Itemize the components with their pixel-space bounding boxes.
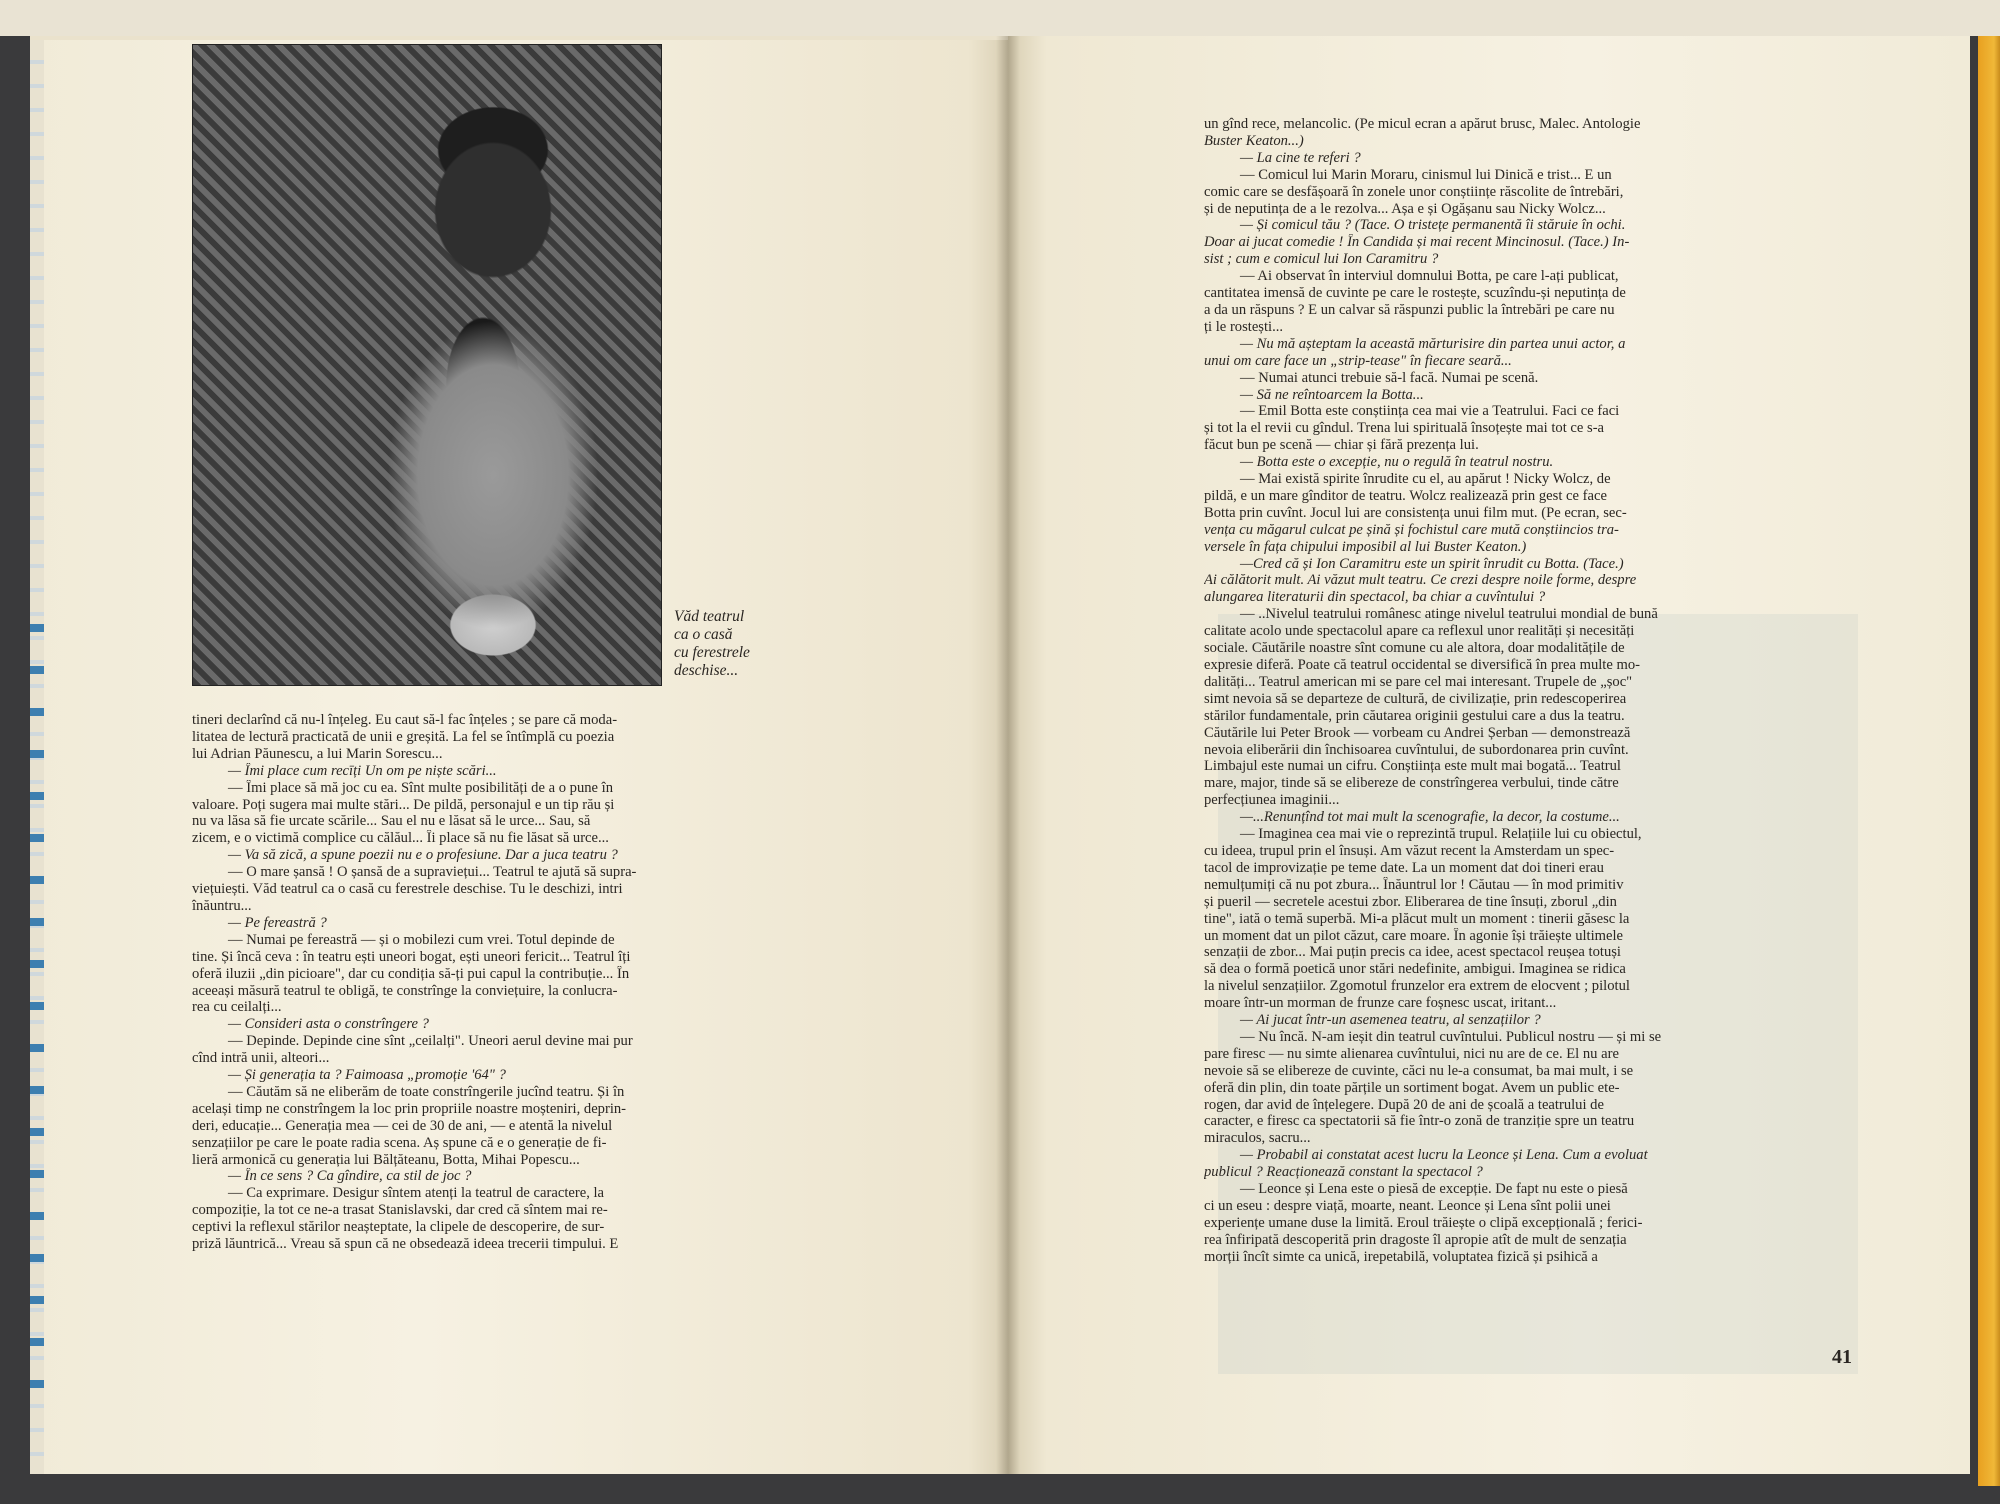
text-line: — Și generația ta ? Faimoasa „promoție '64" ?: [228, 1067, 506, 1084]
text-line: sist ; cum e comicul lui Ion Caramitru ?: [1204, 251, 1439, 268]
text-line: — Probabil ai constatat acest lucru la Leonce și Lena. Cum a evoluat: [1240, 1147, 1648, 1164]
caption-line: cu ferestrele: [674, 644, 750, 661]
text-line: comic care se desfășoară în zonele unor conștiințe răscolite de întrebări,: [1204, 183, 1624, 200]
text-line: tine. Și încă ceva : în teatru ești uneori bogat, ești uneori fericit... Teatrul îți: [192, 948, 631, 965]
text-line: Doar ai jucat comedie ! În Candida și mai recent Mincinosul. (Tace.) In-: [1204, 234, 1630, 251]
text-line: — Numai atunci trebuie să-l facă. Numai pe scenă.: [1240, 369, 1539, 386]
text-line: — În ce sens ? Ca gîndire, ca stil de joc ?: [228, 1168, 472, 1185]
text-line: aceeași măsură teatrul te obligă, te constrînge la conviețuire, la conlucra-: [192, 982, 618, 999]
text-line: deri, educație... Generația mea — cei de 30 de ani, — e atentă la nivelul: [192, 1117, 613, 1134]
text-line: viețuiești. Văd teatrul ca o casă cu ferestrele deschise. Tu le deschizi, intri: [192, 881, 623, 898]
text-line: —...Renunțînd tot mai mult la scenografie, la decor, la costume...: [1240, 809, 1620, 826]
text-line: — Va să zică, a spune poezii nu e o profesiune. Dar a juca teatru ?: [228, 847, 618, 864]
text-line: ți le rostești...: [1204, 318, 1284, 335]
text-line: sociale. Căutările noastre sînt comune cu ale altora, doar modalitățile de: [1204, 640, 1625, 657]
text-line: lui Adrian Păunescu, a lui Marin Sorescu...: [192, 745, 443, 762]
text-line: — Emil Botta este conștiința cea mai vie a Teatrului. Faci ce faci: [1240, 403, 1620, 420]
text-line: caracter, e firesc ca spectatorii să fie într-o zonă de tranziție spre un teatru: [1204, 1113, 1635, 1130]
text-line: experiențe umane duse la limită. Eroul trăiește o clipă excepțională ; ferici-: [1204, 1214, 1643, 1231]
text-line: oferă iluzii „din picioare", dar cu condiția să-ți pui capul la contribuție... În: [192, 965, 630, 982]
text-line: — Să ne reîntoarcem la Botta...: [1240, 386, 1424, 403]
text-line: ci un eseu : despre viață, moarte, neant. Leonce și Lena sînt polii unei: [1204, 1198, 1611, 1214]
text-line: — Imaginea cea mai vie o reprezintă trupul. Relațiile lui cu obiectul,: [1240, 826, 1642, 843]
text-line: —Cred că și Ion Caramitru este un spirit înrudit cu Botta. (Tace.): [1240, 555, 1624, 572]
text-line: publicul ? Reacționează constant la spectacol ?: [1204, 1164, 1483, 1181]
text-line: — Depinde. Depinde cine sînt „ceilalți". Uneori aerul devine mai pur: [228, 1033, 633, 1050]
text-line: — Și comicul tău ? (Tace. O tristețe permanentă îi stăruie în ochi.: [1240, 217, 1626, 234]
text-line: morții încît simte ca unică, irepetabilă, voluptatea fizică și psihică a: [1204, 1248, 1598, 1265]
photo-caption: [674, 608, 834, 680]
text-line: calitate acolo unde spectacolul apare ca reflexul unor realități și necesități: [1204, 623, 1635, 640]
text-line: mare, major, tinde să se elibereze de constrîngerea verbului, tinde către: [1204, 775, 1619, 792]
text-line: rogen, dar avid de înțelegere. După 20 de ani de școală a teatrului de: [1204, 1096, 1604, 1113]
text-line: — Îmi place să mă joc cu ea. Sînt multe posibilități de a o pune în: [228, 779, 614, 796]
caption-line: Văd teatrul: [674, 608, 745, 625]
scan-background: [0, 0, 2000, 36]
text-line: alungarea literaturii din spectacol, ba chiar a cuvîntului ?: [1204, 589, 1546, 606]
text-line: — Mai există spirite înrudite cu el, au apărut ! Nicky Wolcz, de: [1240, 471, 1611, 488]
book-cover-right-edge: [1970, 36, 2000, 1486]
text-line: perfecțiunea imaginii...: [1204, 792, 1340, 809]
text-line: pildă, e un mare gînditor de teatru. Wolcz realizează prin gest ce face: [1204, 487, 1607, 504]
text-line: unui om care face un „strip-tease" în fiecare seară...: [1204, 352, 1512, 369]
text-line: făcut bun pe scenă — chiar și fără prezența lui.: [1204, 437, 1479, 454]
text-line: Buster Keaton...): [1204, 132, 1304, 149]
book-cover-left-edge: [0, 36, 30, 1476]
right-page-text: [1204, 116, 1852, 1266]
book-gutter: [996, 36, 1020, 1474]
text-line: și tot la el revii cu gîndul. Trena lui spirituală însoțește mai tot ce s-a: [1204, 420, 1605, 437]
text-line: un moment dat un pilot căzut, care moare. În agonie își trăiește ultimele: [1204, 927, 1624, 944]
text-line: — Numai pe fereastră — și o mobilezi cum vrei. Totul depinde de: [228, 931, 615, 948]
text-line: pare firesc — nu simte alienarea cuvîntului, nici nu are de ce. El nu are: [1204, 1045, 1619, 1062]
text-line: — La cine te referi ?: [1240, 149, 1361, 166]
text-line: — Comicul lui Marin Moraru, cinismul lui Dinică e trist... E un: [1240, 166, 1612, 183]
left-page-text: [192, 712, 832, 1253]
text-line: — ..Nivelul teatrului românesc atinge nivelul teatrului mondial de bună: [1240, 606, 1658, 623]
text-line: un gînd rece, melancolic. (Pe micul ecran a apărut brusc, Malec. Antologie: [1204, 116, 1641, 132]
text-line: — Îmi place cum recīți Un om pe niște scări...: [228, 762, 497, 779]
portrait-photo: [192, 44, 662, 686]
text-line: cu ideea, trupul prin el însuși. Am văzut recent la Amsterdam un spec-: [1204, 842, 1615, 859]
text-line: miraculos, sacru...: [1204, 1130, 1311, 1147]
text-line: vența cu măgarul culcat pe șină și fochistul care mută conștiincios tra-: [1204, 521, 1619, 538]
caption-line: ca o casă: [674, 626, 733, 643]
text-line: la nivelul senzațiilor. Zgomotul frunzelor era extrem de elocvent ; pilotul: [1204, 978, 1630, 995]
text-line: tacol de improvizație pe teme date. La un moment dat doi tineri erau: [1204, 859, 1604, 876]
text-line: tine", iată o temă superbă. Mi-a plăcut mult un moment : tinerii găsesc la: [1204, 910, 1630, 927]
text-line: compoziție, la tot ce ne-a trasat Stanislavski, dar cred că sîntem mai re-: [192, 1202, 608, 1219]
text-line: oferă din plin, din toate părțile un sortiment bogat. Avem un public ete-: [1204, 1079, 1620, 1096]
text-line: — Nu încă. N-am ieșit din teatrul cuvîntului. Publicul nostru — și mi se: [1240, 1028, 1662, 1045]
text-line: tineri declarînd că nu-l înțeleg. Eu caut să-l fac înțeles ; se pare că moda-: [192, 712, 618, 728]
text-line: și de neputința de a le rezolva... Așa e și Ogășanu sau Nicky Wolcz...: [1204, 200, 1606, 217]
text-line: să dea o formă poetică unor stări nedefinite, ambigui. Imaginea se ridica: [1204, 961, 1626, 978]
text-line: lieră armonică cu generația lui Bălțăteanu, Botta, Mihai Popescu...: [192, 1151, 580, 1168]
text-line: nemulțumiți că nu pot zbura... Înăuntrul lor ! Căutau — în mod primitiv: [1204, 876, 1624, 893]
text-line: moare într-un morman de frunze care foșnesc uscat, iritant...: [1204, 995, 1557, 1012]
text-line: — O mare șansă ! O șansă de a supraviețui... Teatrul te ajută să supra-: [228, 864, 637, 881]
text-line: — Ca exprimare. Desigur sîntem atenți la teatrul de caractere, la: [228, 1185, 605, 1202]
text-line: ceptivi la reflexul stărilor neașteptate, la clipele de descoperire, de sur-: [192, 1219, 605, 1236]
text-line: dalități... Teatrul american mi se pare cel mai interesant. Trupele de „șoc": [1204, 673, 1633, 690]
text-line: înăuntru...: [192, 897, 252, 914]
text-line: simt nevoia să se departeze de cultură, de civilizație, prin redescoperirea: [1204, 690, 1627, 707]
text-line: nu va lăsa să fie urcate scările... Sau el nu e lăsat să le urce... Sau, să: [192, 813, 591, 830]
text-line: cantitatea imensă de cuvinte pe care le rostește, scuzîndu-și neputința de: [1204, 285, 1626, 302]
text-line: valoare. Poți sugera mai multe stări... De pildă, personajul e un tip rău și: [192, 796, 615, 813]
text-line: priză lăuntrică... Vreau să spun că ne obsedează ideea trecerii timpului. E: [192, 1236, 619, 1253]
text-line: rea cu ceilalți...: [192, 999, 282, 1016]
text-line: — Nu mă așteptam la această mărturisire din partea unui actor, a: [1240, 335, 1626, 352]
text-line: expresie diferă. Poate că teatrul occidental se diversifică în prea multe mo-: [1204, 657, 1640, 673]
text-line: stărilor fundamentale, prin căutarea originii gestului care a dus la teatru.: [1204, 707, 1625, 724]
text-line: Căutările lui Peter Brook — vorbeam cu Andrei Șerban — demonstrează: [1204, 724, 1631, 741]
text-line: zicem, e o victimă complice cu călăul... Îi place să nu fie lăsat să urce...: [192, 830, 609, 847]
text-line: Limbajul este numai un cifru. Conștiința este mult mai bogată... Teatrul: [1204, 758, 1621, 775]
text-line: cînd intră unii, alteori...: [192, 1050, 330, 1067]
text-line: și pueril — secretele acestui zbor. Eliberarea de tine însuți, zborul „din: [1204, 893, 1617, 910]
text-line: — Ai jucat într-un asemenea teatru, al senzațiilor ?: [1240, 1012, 1541, 1029]
text-line: — Pe fereastră ?: [228, 914, 327, 931]
text-line: litatea de lectură practicată de unii e greșită. La fel se întîmplă cu poezia: [192, 728, 615, 745]
text-line: a da un răspuns ? E un calvar să răspunzi public la întrebări pe care nu: [1204, 301, 1615, 318]
book-cover-bottom-edge: [0, 1474, 2000, 1504]
caption-line: deschise...: [674, 662, 739, 679]
text-line: senzații de zbor... Mai puțin precis ca idee, acest spectacol reușea totuși: [1204, 944, 1621, 961]
text-line: nevoia eliberării din închisoarea cuvîntului, de subordonarea prin cuvînt.: [1204, 741, 1629, 758]
text-line: versele în fața chipului imposibil al lui Buster Keaton.): [1204, 538, 1527, 555]
text-line: — Consideri asta o constrîngere ?: [228, 1016, 429, 1033]
text-line: — Ai observat în interviul domnului Botta, pe care l-ați publicat,: [1240, 268, 1619, 285]
text-line: Botta prin cuvînt. Jocul lui are consistența unui film mut. (Pe ecran, sec-: [1204, 504, 1627, 521]
page-number: 41: [1832, 1346, 1852, 1368]
text-line: — Căutăm să ne eliberăm de toate constrîngerile jucînd teatru. Și în: [228, 1083, 625, 1100]
text-line: — Botta este o excepție, nu o regulă în teatrul nostru.: [1240, 454, 1554, 471]
text-line: rea înfiripată descoperită prin dragoste îl apropie atît de mult de senzația: [1204, 1231, 1627, 1248]
text-line: — Leonce și Lena este o piesă de excepție. De fapt nu este o piesă: [1240, 1181, 1628, 1198]
text-line: senzațiilor pe care le poate radia scena. Aș spune că e o generație de fi-: [192, 1134, 607, 1151]
page-edge-tabs: [30, 590, 44, 1420]
text-line: nevoie să se elibereze de cuvinte, căci nu le-a consumat, ba mai mult, i se: [1204, 1062, 1634, 1079]
text-line: Ai călătorit mult. Ai văzut mult teatru. Ce crezi despre noile forme, despre: [1204, 572, 1637, 589]
text-line: același timp ne constrîngem la loc prin propriile noastre moșteniri, deprin-: [192, 1100, 627, 1117]
